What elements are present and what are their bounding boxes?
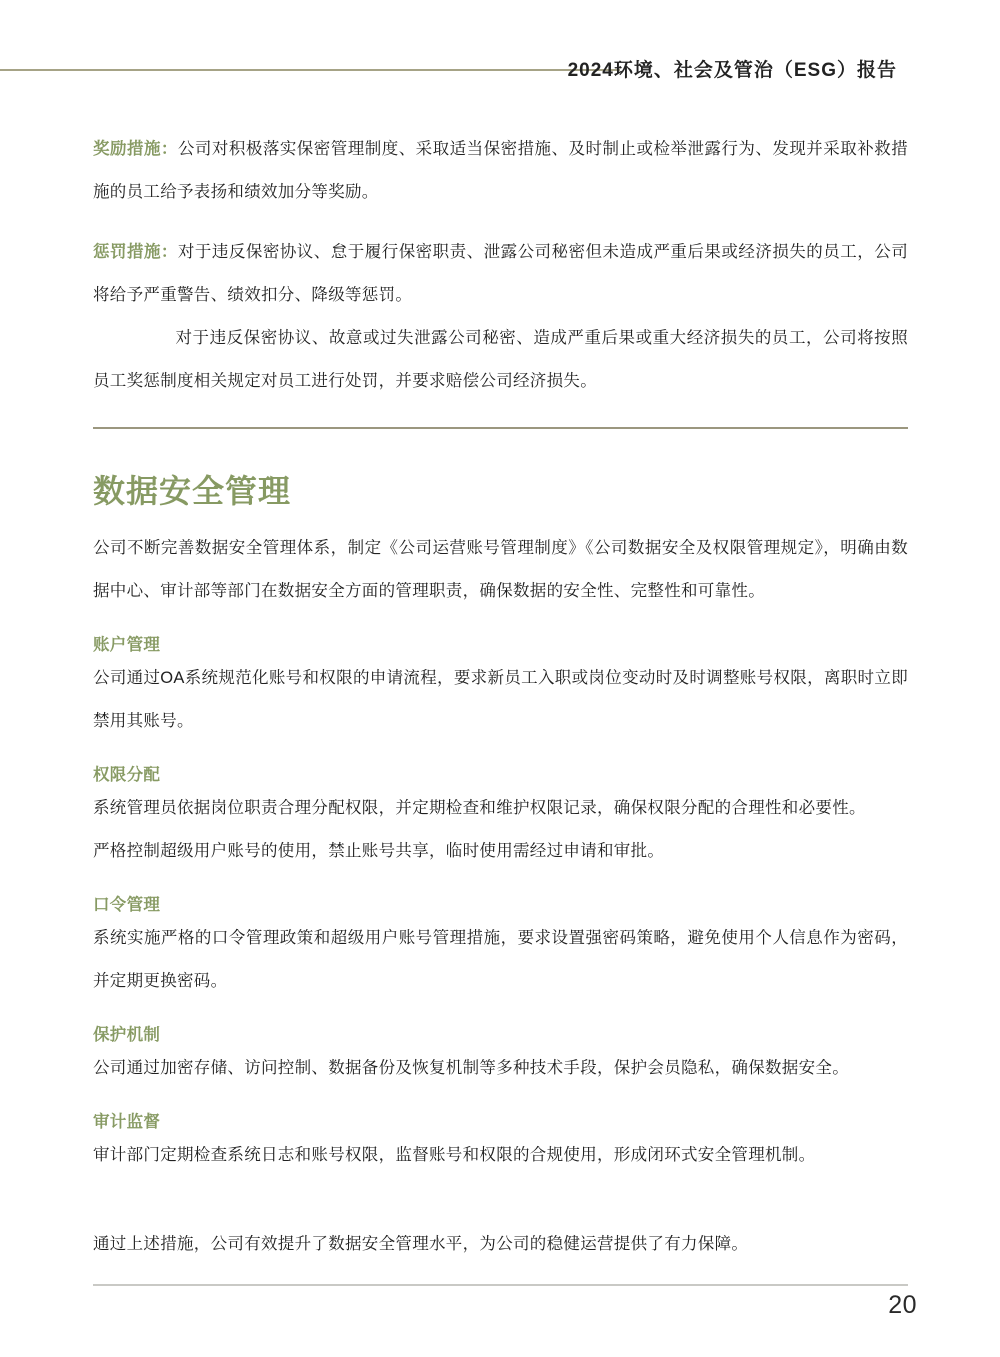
punishment-measures-paragraph (93, 231, 908, 317)
subsection-body-audit-supervision: 审计部门定期检查系统日志和账号权限，监督账号和权限的合规使用，形成闭环式安全管理机制。 (93, 1146, 816, 1164)
reward-measures-label: 奖励措施： (93, 140, 178, 158)
subsection-title-account-management: 账户管理 (93, 636, 161, 654)
reward-measures-text: 公司对积极落实保密管理制度、采取适当保密措施、及时制止或检举泄露行为、发现并采取补救措施的员工给予表扬和绩效加分等奖励。 (93, 140, 909, 201)
footer-rule (93, 1284, 908, 1286)
punishment-measures-label: 惩罚措施： (93, 243, 178, 261)
reward-measures-paragraph (93, 128, 908, 214)
punishment-measures-text: 对于违反保密协议、怠于履行保密职责、泄露公司秘密但未造成严重后果或经济损失的员工，公司将给予严重警告、绩效扣分、降级等惩罚。 (93, 243, 909, 304)
report-header-title: 2024环境、社会及管治（ESG）报告 (567, 60, 897, 81)
subsection-body-protection-mechanism: 公司通过加密存储、访问控制、数据备份及恢复机制等多种技术手段，保护会员隐私，确保数据安全。 (93, 1059, 849, 1077)
subsection-title-audit-supervision: 审计监督 (93, 1113, 161, 1131)
section-divider (93, 427, 908, 429)
subsection-title-protection-mechanism: 保护机制 (93, 1026, 161, 1044)
subsection-body-password-management: 系统实施严格的口令管理政策和超级用户账号管理措施，要求设置强密码策略，避免使用个人信息作为密码，并定期更换密码。 (93, 929, 908, 990)
data-security-intro-paragraph: 公司不断完善数据安全管理体系，制定《公司运营账号管理制度》《公司数据安全及权限管理规定》，明确由数据中心、审计部等部门在数据安全方面的管理职责，确保数据的安全性、完整性和可靠性。 (93, 539, 908, 600)
subsection-title-password-management: 口令管理 (93, 896, 161, 914)
punishment-measures-paragraph-2: 对于违反保密协议、故意或过失泄露公司秘密、造成严重后果或重大经济损失的员工，公司将按照员工奖惩制度相关规定对员工进行处罚，并要求赔偿公司经济损失。 (93, 329, 908, 390)
section-heading-data-security: 数据安全管理 (93, 473, 292, 509)
subsection-body-permission-allocation: 系统管理员依据岗位职责合理分配权限，并定期检查和维护权限记录，确保权限分配的合理性和必要性。 (93, 799, 866, 817)
subsection-body-permission-allocation-2: 严格控制超级用户账号的使用，禁止账号共享，临时使用需经过申请和审批。 (93, 842, 665, 860)
page-number: 20 (888, 1291, 917, 1319)
subsection-title-permission-allocation: 权限分配 (93, 766, 161, 784)
closing-paragraph: 通过上述措施，公司有效提升了数据安全管理水平，为公司的稳健运营提供了有力保障。 (93, 1235, 749, 1253)
subsection-body-account-management: 公司通过OA系统规范化账号和权限的申请流程，要求新员工入职或岗位变动时及时调整账号权限，离职时立即禁用其账号。 (93, 669, 908, 730)
